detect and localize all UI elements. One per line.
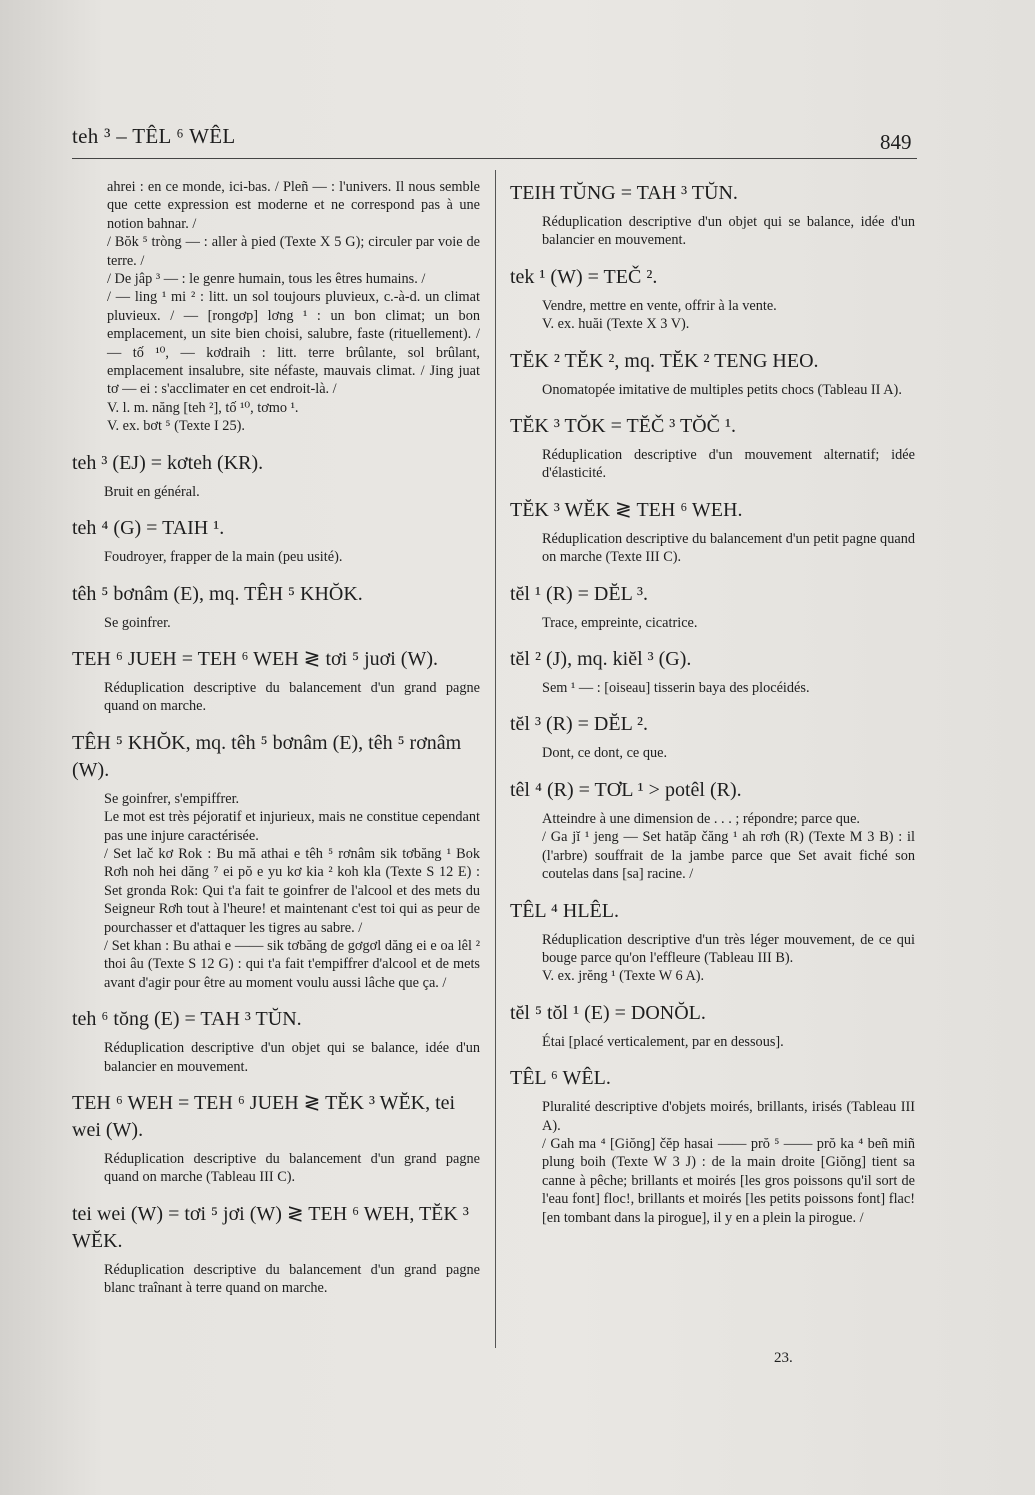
definition-line: Réduplication descriptive du balancement d'un grand pagne quand on marche. — [104, 679, 480, 715]
dictionary-entry — [510, 898, 915, 986]
definition-line: Onomatopée imitative de multiples petits chocs (Tableau II A). — [542, 381, 902, 398]
signature-number: 23. — [774, 1350, 793, 1366]
entry-headword: tĕl ³ (R) = DĔL ². — [510, 713, 649, 736]
entry-definition — [104, 483, 480, 501]
column-divider — [495, 170, 496, 1348]
definition-line: Dont, ce dont, ce que. — [542, 745, 668, 762]
right-column — [510, 180, 915, 1241]
entry-definition — [104, 1039, 480, 1076]
definition-line: / Bŏk ⁵ tròng — : aller à pied (Texte X 5 G); circuler par voie de terre. / — [107, 234, 480, 269]
definition-line: Étai [placé verticalement, par en dessous]. — [542, 1033, 784, 1050]
entry-headword: tĕl ⁵ tŏl ¹ (E) = DONŎL. — [510, 1001, 706, 1024]
entry-headword: tek ¹ (W) = TEČ ². — [510, 265, 658, 288]
dictionary-entry — [510, 777, 915, 884]
definition-line: V. ex. huăi (Texte X 3 V). — [542, 316, 690, 333]
entry-headword: TÊH ⁵ KHŎK, mq. têh ⁵ bơnâm (E), têh ⁵ rơnâm (W). — [72, 731, 462, 781]
entry-headword: TÊL ⁴ HLÊL. — [510, 899, 619, 922]
definition-line: Se goinfrer, s'empiffrer. — [104, 790, 240, 807]
entry-definition — [104, 679, 480, 716]
dictionary-entry-continued — [72, 178, 480, 436]
definition-line: V. ex. jrĕng ¹ (Texte W 6 A). — [542, 968, 705, 985]
entry-definition — [542, 931, 915, 986]
dictionary-entry — [72, 1201, 480, 1298]
definition-line: ahrei : en ce monde, ici-bas. / Pleñ — : l'univers. Il nous semble que cette expression est moderne et ne correspond pas à une notion bahnar. / — [107, 179, 480, 232]
entry-definition — [542, 614, 915, 632]
dictionary-entry — [510, 180, 915, 250]
entry-headword: teh ⁶ tŏng (E) = TAH ³ TŬN. — [72, 1008, 302, 1031]
dictionary-entry — [72, 646, 480, 716]
definition-line: Atteindre à une dimension de . . . ; répondre; parce que. — [542, 810, 860, 827]
definition-line: Pluralité descriptive d'objets moirés, brillants, irisés (Tableau III A). — [542, 1099, 915, 1134]
definition-line: Le mot est très péjoratif et injurieux, mais ne constitue cependant pas une injure caractérisée. — [104, 809, 480, 844]
definition-line: Réduplication descriptive d'un objet qui se balance, idée d'un balancier en mouvement. — [104, 1040, 480, 1075]
entry-headword: TEH ⁶ JUEH = TEH ⁶ WEH ≷ tơi ⁵ juơi (W). — [72, 647, 438, 670]
entry-headword: teh ⁴ (G) = TAIH ¹. — [72, 517, 225, 540]
definition-line: Se goinfrer. — [104, 614, 171, 631]
entry-headword: tei wei (W) = tơi ⁵ jơi (W) ≷ TEH ⁶ WEH, TĔK ³ WĔK. — [72, 1202, 469, 1252]
entry-definition — [104, 1150, 480, 1187]
entry-definition — [542, 297, 915, 334]
entry-headword: TEH ⁶ WEH = TEH ⁶ JUEH ≷ TĔK ³ WĔK, tei wei (W). — [72, 1092, 456, 1141]
definition-line: / Gah ma ⁴ [Giŏng] čĕp hasai —— prŏ ⁵ —— prŏ ka ⁴ beñ miñ plung boih (Texte W 3 J) : de la main droite [Giŏng] tient sa canne à pêche; brillants et moirés [les gros poissons qu'il sort de l'eau font] floc!, brillants et moirés [les petits poissons font] flac! [en tombant dans la pirogue], il y en a plein la pirogue. / — [542, 1135, 915, 1226]
dictionary-entry — [72, 515, 480, 566]
definition-line: / Ga jĭ ¹ jeng — Set hatăp čăng ¹ ah rơh (R) (Texte M 3 B) : il (l'arbre) souffrait de la jambe parce que Set avait fiché son coutelas dans [sa] racine. / — [542, 829, 915, 883]
entry-definition — [542, 744, 915, 762]
dictionary-entry — [72, 1006, 480, 1076]
definition-line: Réduplication descriptive d'un très léger mouvement, de ce qui bouge parce qu'on l'effleure (Tableau III B). — [542, 931, 915, 966]
definition-line: / Set lač kơ Rok : Bu mă athai e têh ⁵ rơnâm sik tơbăng ¹ Bok Rơh noh hei dăng ⁷ ei pŏ e yu kơ kia ² koh kla (Texte S 12 E) : Set gronda Rok: Qui t'a fait te goinfrer de l'alcool et des mets du Seigneur Rơh tout à l'heure! et maintenant c'est toi qui as peur de pourchasser et d'attaquer les tigres au sabre. / — [104, 845, 480, 936]
definition-line: Trace, empreinte, cicatrice. — [542, 614, 698, 631]
page-number: 849 — [880, 130, 912, 154]
entry-headword: TEIH TŬNG = TAH ³ TŬN. — [510, 182, 738, 204]
dictionary-entry — [510, 264, 915, 334]
entry-headword: têh ⁵ bơnâm (E), mq. TÊH ⁵ KHŎK. — [72, 582, 363, 605]
definition-line: V. ex. bơt ⁵ (Texte I 25). — [107, 418, 245, 435]
entry-definition — [104, 548, 480, 566]
definition-line: Bruit en général. — [104, 483, 200, 500]
dictionary-entry — [72, 730, 480, 992]
entry-definition — [104, 1261, 480, 1298]
running-head: teh ³ – TÊL ⁶ WÊL — [72, 124, 236, 148]
entry-definition — [104, 614, 480, 632]
entry-definition — [542, 810, 915, 884]
entry-headword: TĔK ² TĔK ², mq. TĔK ² TENG HEO. — [510, 349, 819, 372]
entry-definition — [542, 446, 915, 483]
definition-line: Réduplication descriptive d'un objet qui se balance, idée d'un balancier en mouvement. — [542, 214, 915, 249]
definition-line: Sem ¹ — : [oiseau] tisserin baya des plocéidés. — [542, 680, 810, 697]
definition-line: / De jâp ³ — : le genre humain, tous les êtres humains. / — [107, 271, 426, 288]
entry-definition — [542, 213, 915, 250]
entry-headword: TĔK ³ WĔK ≷ TEH ⁶ WEH. — [510, 498, 743, 521]
entry-definition — [104, 790, 480, 992]
dictionary-entry — [510, 497, 915, 567]
entry-headword: teh ³ (EJ) = kơteh (KR). — [72, 451, 264, 474]
dictionary-entry — [510, 581, 915, 632]
dictionary-entry — [510, 711, 915, 762]
dictionary-entry — [72, 1090, 480, 1187]
header-rule — [72, 158, 917, 159]
definition-line: Réduplication descriptive du balancement d'un petit pagne quand on marche (Texte III C). — [542, 530, 915, 566]
entry-headword: tĕl ² (J), mq. kiĕl ³ (G). — [510, 648, 692, 671]
dictionary-entry — [510, 348, 915, 399]
dictionary-entry — [510, 413, 915, 483]
entry-headword: TÊL ⁶ WÊL. — [510, 1067, 611, 1090]
entry-definition — [542, 381, 915, 399]
entry-headword: tĕl ¹ (R) = DĔL ³. — [510, 582, 649, 605]
definition-line: / — ling ¹ mi ² : litt. un sol toujours pluvieux, c.-à-d. un climat pluvieux. / — [rongơp] lơng ¹ : un bon climat; un bon emplacement, un site bien choisi, salubre, faste (rituellement). / — tố ¹⁰, — kơdraih : litt. terre brûlante, sol brûlant, emplacement insalubre, site néfaste, mauvais climat. / Jing juat tơ — ei : s'acclimater en cet endroit-là. / — [107, 289, 480, 398]
definition-line: / Set khan : Bu athai e —— sik tơbăng de gơgơl dăng ei e oa lêl ² thoi âu (Texte S 12 G) : qui t'a fait t'empiffrer d'alcool et de mets avant d'agir pour être au moment voulu aussi lâche que ça. / — [104, 937, 480, 991]
dictionary-entry — [72, 581, 480, 632]
definition-line: Réduplication descriptive du balancement d'un grand pagne blanc traînant à terre quand on marche. — [104, 1261, 480, 1297]
definition-line: Foudroyer, frapper de la main (peu usité). — [104, 549, 343, 566]
left-column — [72, 178, 480, 1312]
dictionary-entry — [72, 450, 480, 501]
definition-line: Vendre, mettre en vente, offrir à la vente. — [542, 297, 777, 314]
definition-line: V. l. m. năng [teh ²], tố ¹⁰, tơmo ¹. — [107, 399, 299, 416]
dictionary-entry — [510, 1000, 915, 1051]
dictionary-entry — [510, 646, 915, 697]
entry-definition — [542, 530, 915, 567]
definition-line: Réduplication descriptive d'un mouvement alternatif; idée d'élasticité. — [542, 447, 915, 482]
entry-definition — [542, 1098, 915, 1227]
entry-headword: TĔK ³ TŎK = TĔČ ³ TŎČ ¹. — [510, 415, 736, 438]
entry-definition — [542, 679, 915, 697]
entry-definition — [107, 178, 480, 436]
dictionary-entry — [510, 1065, 915, 1227]
definition-line: Réduplication descriptive du balancement d'un grand pagne quand on marche (Tableau III C). — [104, 1151, 480, 1186]
entry-definition — [542, 1033, 915, 1051]
entry-headword: têl ⁴ (R) = TƠL ¹ > potêl (R). — [510, 778, 742, 801]
